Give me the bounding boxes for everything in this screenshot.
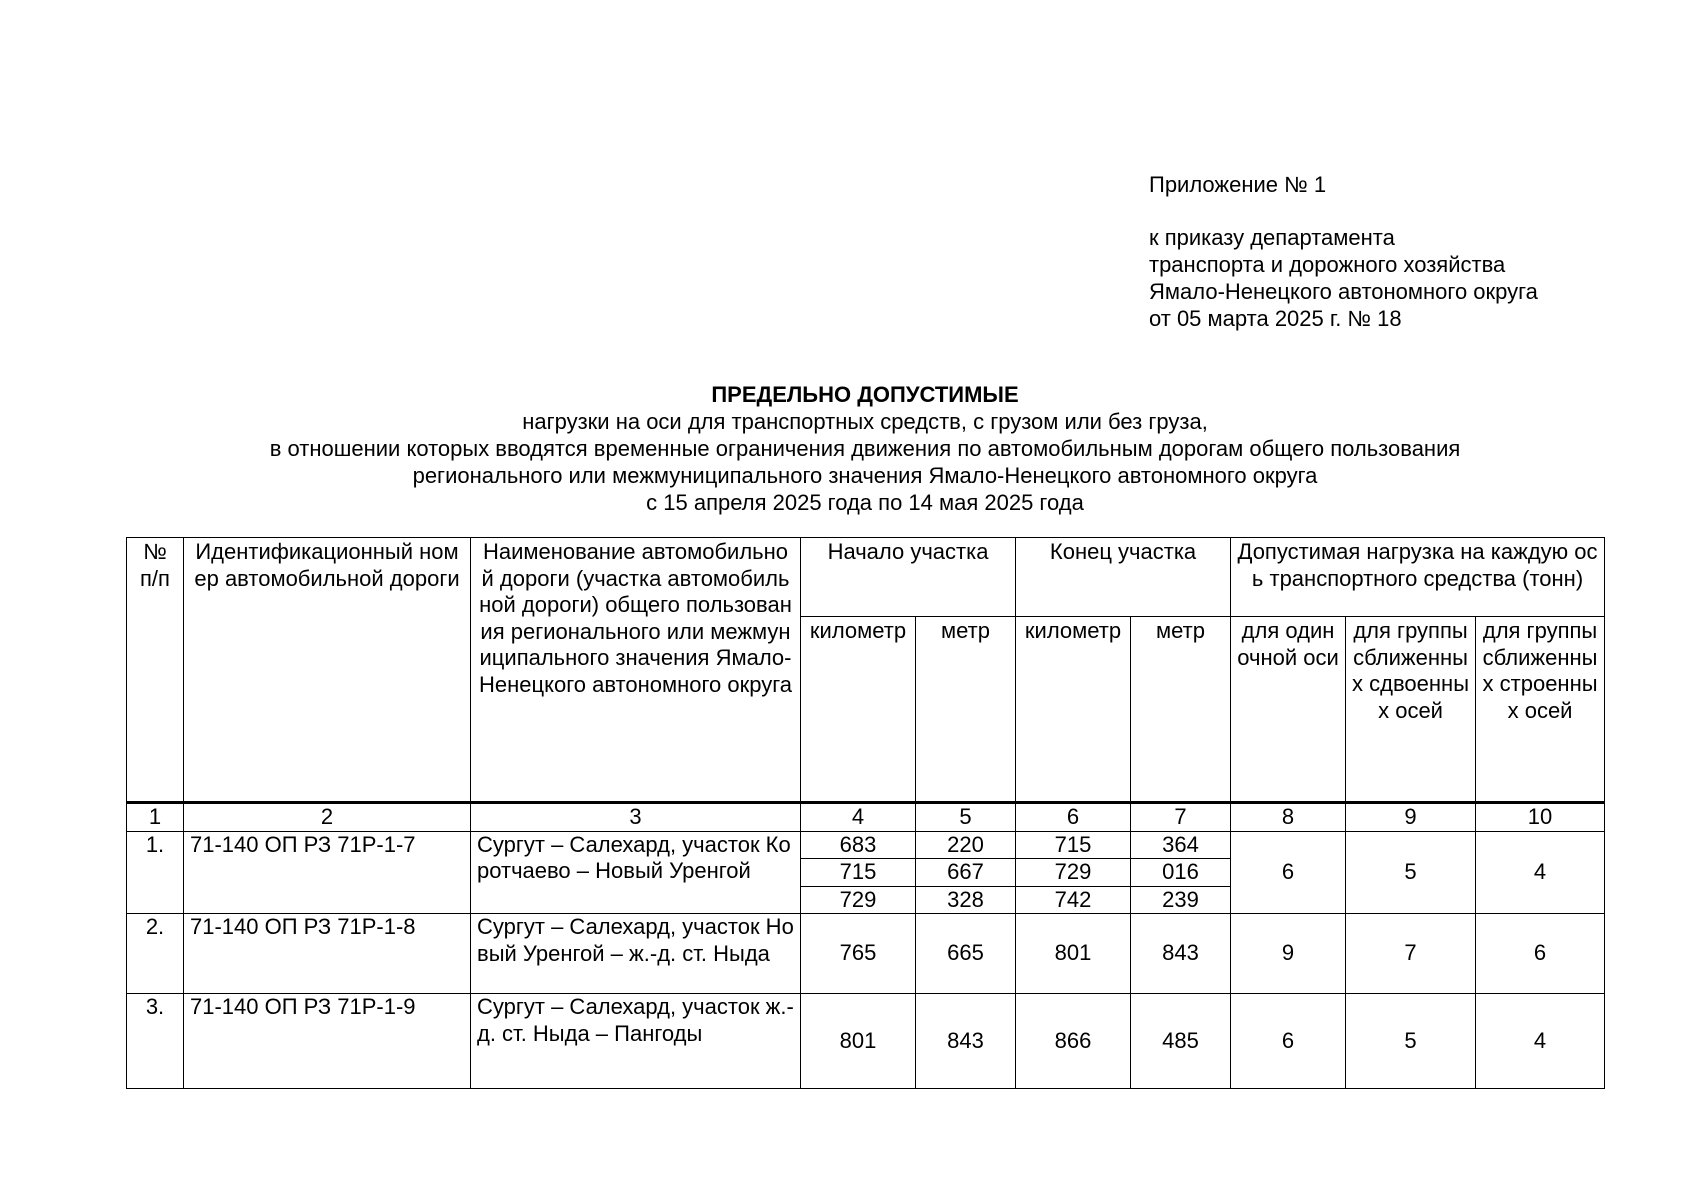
table-row (127, 831, 1605, 859)
header-num: № п/п (127, 538, 184, 803)
header-road-id: Идентификационный номер автомобильной дороги (184, 538, 471, 803)
header-single-axle: для одиночной оси (1231, 617, 1346, 803)
end-km: 801 (1016, 914, 1131, 994)
header-triple-axle: для группы сближенных строенных осей (1476, 617, 1605, 803)
start-km: 765 (801, 914, 916, 994)
column-number: 2 (184, 803, 471, 832)
road-name: Сургут – Салехард, участок ж.-д. ст. Ныда – Пангоды (471, 994, 801, 1089)
end-km: 715 (1016, 831, 1131, 859)
start-m: 665 (916, 914, 1016, 994)
annex-block (1149, 171, 1538, 332)
column-number: 7 (1131, 803, 1231, 832)
header-start-m: метр (916, 617, 1016, 803)
annex-department-line: транспорта и дорожного хозяйства (1149, 252, 1506, 277)
end-m: 239 (1131, 886, 1231, 914)
table-row (127, 914, 1605, 994)
header-section-end: Конец участка (1016, 538, 1231, 617)
start-m: 667 (916, 859, 1016, 887)
road-name: Сургут – Салехард, участок Новый Уренгой – ж.-д. ст. Ныда (471, 914, 801, 994)
annex-order-line: к приказу департамента (1149, 225, 1395, 250)
start-m: 328 (916, 886, 1016, 914)
end-m: 016 (1131, 859, 1231, 887)
row-number: 3. (127, 994, 184, 1089)
load-dual: 7 (1346, 914, 1476, 994)
end-m: 364 (1131, 831, 1231, 859)
column-number: 5 (916, 803, 1016, 832)
load-dual: 5 (1346, 831, 1476, 914)
column-number: 9 (1346, 803, 1476, 832)
axle-load-table (126, 537, 1605, 1089)
load-single: 9 (1231, 914, 1346, 994)
load-triple: 4 (1476, 994, 1605, 1089)
column-number: 3 (471, 803, 801, 832)
load-single: 6 (1231, 994, 1346, 1089)
annex-date-line: от 05 марта 2025 г. № 18 (1149, 306, 1402, 331)
column-numbers-row (127, 803, 1605, 832)
heading-line-1: нагрузки на оси для транспортных средств, с грузом или без груза, (522, 409, 1208, 434)
column-number: 1 (127, 803, 184, 832)
end-m: 485 (1131, 994, 1231, 1089)
road-id: 71-140 ОП РЗ 71Р-1-8 (184, 914, 471, 994)
start-km: 683 (801, 831, 916, 859)
end-km: 729 (1016, 859, 1131, 887)
header-dual-axle: для группы сближенных сдвоенных осей (1346, 617, 1476, 803)
load-triple: 6 (1476, 914, 1605, 994)
row-number: 2. (127, 914, 184, 994)
load-triple: 4 (1476, 831, 1605, 914)
load-single: 6 (1231, 831, 1346, 914)
column-number: 4 (801, 803, 916, 832)
start-m: 220 (916, 831, 1016, 859)
start-km: 729 (801, 886, 916, 914)
row-number: 1. (127, 831, 184, 914)
road-id: 71-140 ОП РЗ 71Р-1-7 (184, 831, 471, 914)
heading-line-2: в отношении которых вводятся временные ограничения движения по автомобильным дорогам общего пользования (269, 436, 1461, 461)
end-km: 866 (1016, 994, 1131, 1089)
heading-line-3: регионального или межмуниципального значения Ямало-Ненецкого автономного округа (412, 463, 1318, 488)
header-end-km: километр (1016, 617, 1131, 803)
table-row (127, 994, 1605, 1089)
load-dual: 5 (1346, 994, 1476, 1089)
end-m: 843 (1131, 914, 1231, 994)
start-m: 843 (916, 994, 1016, 1089)
header-road-name: Наименование автомобильной дороги (участка автомобильной дороги) общего пользования регионального или межмуниципального значения Ямало-Ненецкого автономного округа (471, 538, 801, 803)
document-heading (126, 381, 1604, 516)
annex-region-line: Ямало-Ненецкого автономного округа (1149, 279, 1538, 304)
road-name: Сургут – Салехард, участок Коротчаево – Новый Уренгой (471, 831, 801, 914)
start-km: 715 (801, 859, 916, 887)
column-number: 6 (1016, 803, 1131, 832)
column-number: 10 (1476, 803, 1605, 832)
column-number: 8 (1231, 803, 1346, 832)
header-allowed-load: Допустимая нагрузка на каждую ось транспортного средства (тонн) (1231, 538, 1605, 617)
header-start-km: километр (801, 617, 916, 803)
header-section-start: Начало участка (801, 538, 1016, 617)
header-end-m: метр (1131, 617, 1231, 803)
document-title: ПРЕДЕЛЬНО ДОПУСТИМЫЕ (711, 382, 1019, 407)
road-id: 71-140 ОП РЗ 71Р-1-9 (184, 994, 471, 1089)
annex-title: Приложение № 1 (1149, 172, 1327, 197)
start-km: 801 (801, 994, 916, 1089)
end-km: 742 (1016, 886, 1131, 914)
heading-line-4: с 15 апреля 2025 года по 14 мая 2025 года (646, 490, 1084, 515)
